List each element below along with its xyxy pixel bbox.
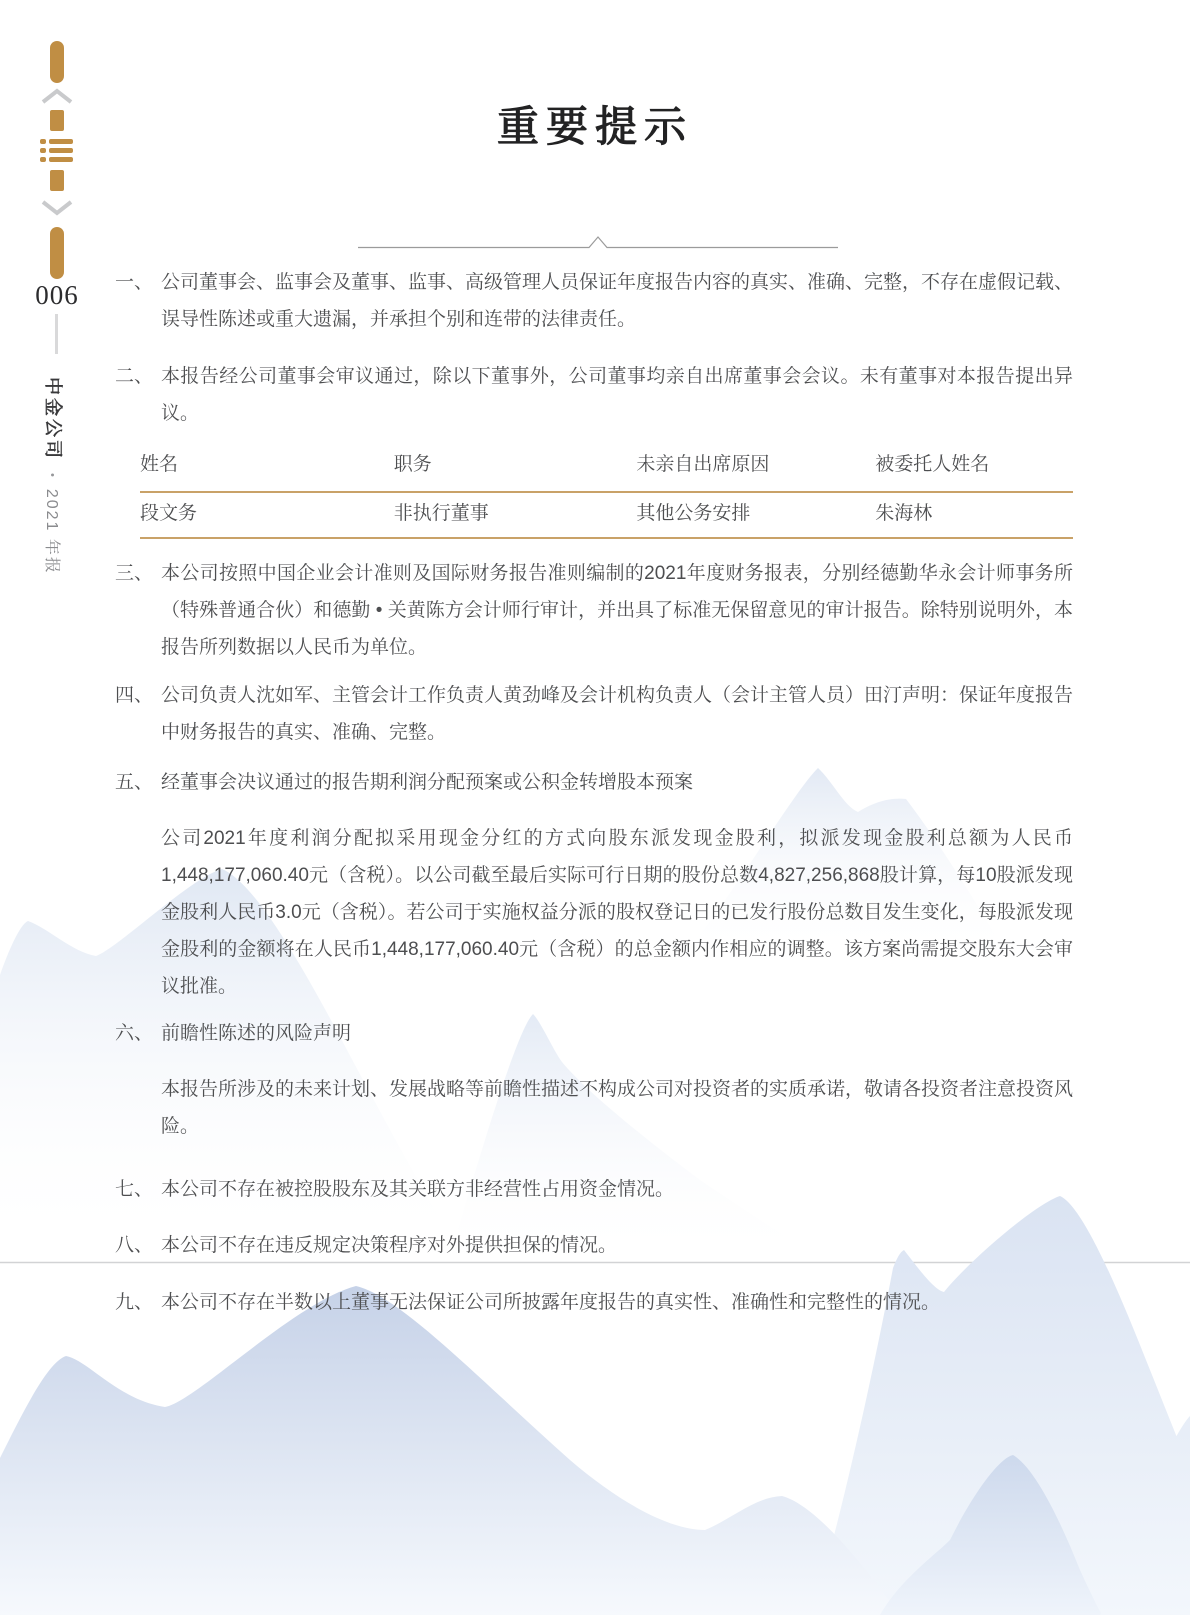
item-text: 前瞻性陈述的风险声明 <box>161 1023 352 1044</box>
table-header: 未亲自出席原因 <box>636 454 770 475</box>
item-5-paragraph: 公司2021年度利润分配拟采用现金分红的方式向股东派发现金股利，拟派发现金股利总额为人民币1,448,177,060.40元（含税）。以公司截至最后实际可行日期的股份总数4,827,256,868股计算，每10股派发现金股利人民币3.0元（含税）。若公司于实施权益分派的股权登记日的已发行股份总数目发生变化，每股派发现金股利的金额将在人民币1,448,177,060.40元（含税）的总金额内作相应的调整。该方案尚需提交股东大会审议批准。 <box>161 828 1073 997</box>
item-text: 公司负责人沈如军、主管会计工作负责人黄劲峰及会计机构负责人（会计主管人员）田汀声明：保证年度报告中财务报告的真实、准确、完整。 <box>161 685 1074 743</box>
notice-item-9 <box>115 1284 1073 1321</box>
table-header-row <box>140 446 1073 493</box>
page-title: 重要提示 <box>496 105 693 151</box>
item-number: 一、 <box>115 272 154 293</box>
item-text: 本报告经公司董事会审议通过，除以下董事外，公司董事均亲自出席董事会会议。未有董事对本报告提出异议。 <box>161 366 1073 424</box>
item-number: 三、 <box>115 563 154 584</box>
accent-bar-top <box>50 41 64 83</box>
absent-directors-table <box>140 446 1073 539</box>
table-row <box>140 493 1073 539</box>
notice-item-5 <box>115 764 1073 801</box>
list-icon-dot <box>40 157 46 162</box>
list-icon-dash <box>49 148 73 153</box>
item-number: 六、 <box>115 1023 154 1044</box>
title-divider <box>358 234 838 252</box>
item-number: 九、 <box>115 1292 154 1313</box>
brand-company: 中金公司 <box>43 377 63 461</box>
page-number-rule <box>55 314 58 354</box>
notice-item-2 <box>115 358 1073 432</box>
list-icon <box>40 139 73 163</box>
table-cell: 其他公务安排 <box>636 503 751 524</box>
accent-bar-small-top <box>50 110 64 131</box>
mountain-left-front <box>0 1286 900 1615</box>
item-number: 二、 <box>115 366 154 387</box>
table-cell: 朱海林 <box>875 503 933 524</box>
list-icon-dot <box>40 148 46 153</box>
table-header: 姓名 <box>140 454 179 475</box>
notice-item-7 <box>115 1171 1073 1208</box>
notice-item-1 <box>115 264 1073 338</box>
sidebar <box>0 0 110 1615</box>
chevron-down-icon <box>41 200 73 216</box>
notice-item-6 <box>115 1015 1073 1052</box>
item-text: 本公司不存在违反规定决策程序对外提供担保的情况。 <box>161 1235 618 1256</box>
table-cell: 段文务 <box>140 503 198 524</box>
brand-edition: 2021 年报 <box>43 488 60 575</box>
list-icon-dash <box>49 157 73 162</box>
table-cell: 非执行董事 <box>393 503 489 524</box>
item-text: 公司董事会、监事会及董事、监事、高级管理人员保证年度报告内容的真实、准确、完整，不存在虚假记载、误导性陈述或重大遗漏，并承担个别和连带的法律责任。 <box>161 272 1074 330</box>
list-icon-dot <box>40 139 46 144</box>
notice-content <box>115 264 1073 1321</box>
list-icon-dash <box>49 139 73 144</box>
notice-item-4 <box>115 677 1073 751</box>
chevron-up-icon <box>41 88 73 104</box>
item-text: 本公司不存在半数以上董事无法保证公司所披露年度报告的真实性、准确性和完整性的情况。 <box>161 1292 941 1313</box>
accent-bar-small-bottom <box>50 170 64 191</box>
page-number: 006 <box>35 280 79 310</box>
item-text: 本公司不存在被控股股东及其关联方非经营性占用资金情况。 <box>161 1179 675 1200</box>
brand-separator-dot: • <box>46 473 58 477</box>
table-header: 被委托人姓名 <box>875 454 990 475</box>
sidebar-brand <box>41 377 67 575</box>
notice-item-3 <box>115 555 1073 666</box>
item-6-paragraph: 本报告所涉及的未来计划、发展战略等前瞻性描述不构成公司对投资者的实质承诺，敬请各投资者注意投资风险。 <box>161 1079 1074 1137</box>
notice-item-8 <box>115 1227 1073 1264</box>
accent-bar-bottom <box>50 227 64 279</box>
item-number: 八、 <box>115 1235 154 1256</box>
item-number: 四、 <box>115 685 154 706</box>
table-header: 职务 <box>393 454 432 475</box>
item-text: 本公司按照中国企业会计准则及国际财务报告准则编制的2021年度财务报表，分别经德勤华永会计师事务所（特殊普通合伙）和德勤 • 关黄陈方会计师行审计，并出具了标准无保留意见的审计报告。除特别说明外，本报告所列数据以人民币为单位。 <box>161 563 1073 658</box>
item-number: 五、 <box>115 772 154 793</box>
item-text: 经董事会决议通过的报告期利润分配预案或公积金转增股本预案 <box>161 772 694 793</box>
item-number: 七、 <box>115 1179 154 1200</box>
